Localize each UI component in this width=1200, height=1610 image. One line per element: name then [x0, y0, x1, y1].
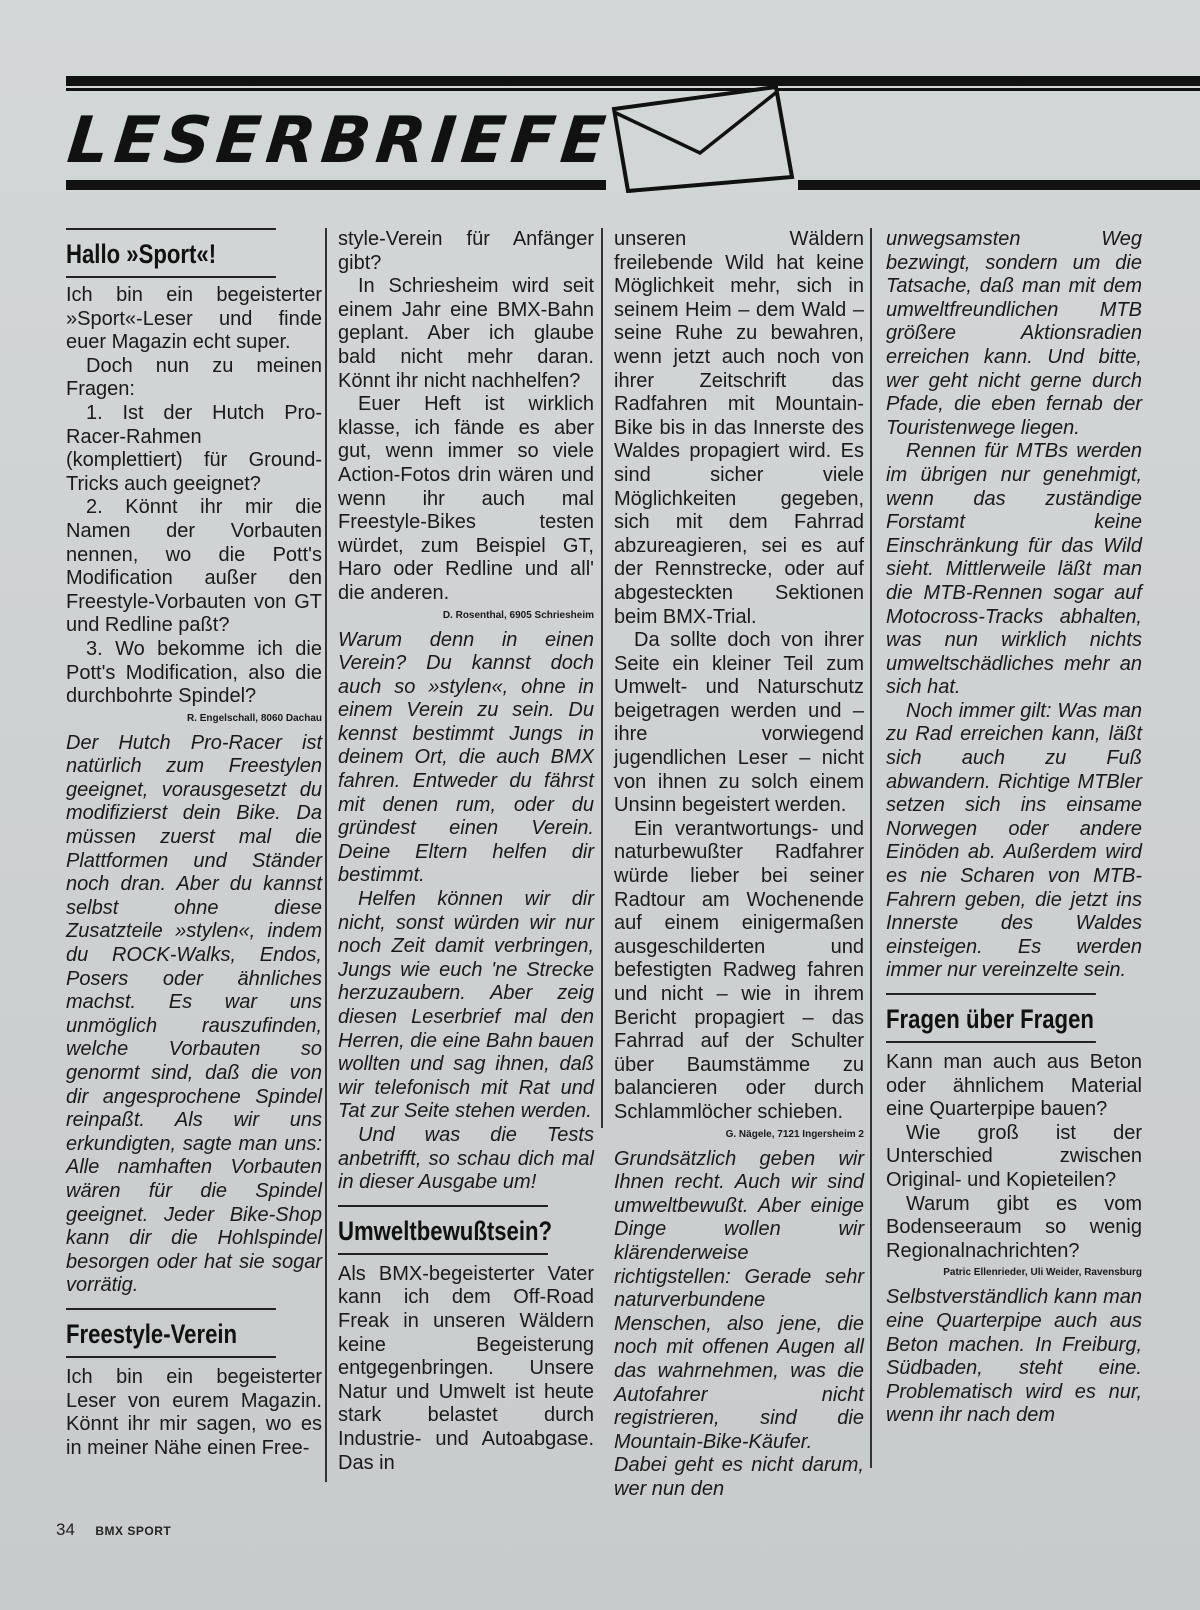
column-divider-3 [870, 228, 872, 1468]
letter-paragraph: Warum gibt es vom Bodenseeraum so wenig Regionalnachrichten? [886, 1192, 1142, 1262]
editor-reply: Selbstverständlich kann man eine Quarterpipe auch aus Beton machen. In Freiburg, Südbaden, steht eine. Problematisch wird es nur, wenn ihr nach dem [886, 1286, 1142, 1427]
editor-reply: Noch immer gilt: Was man zu Rad erreichen kann, läßt sich auch zu Fuß abwandern. Richtige MTBler setzen sich ins einsame Norwegen oder andere Einöden ab. Außerdem wird es nie Scharen von MTB-Fahrern geben, die jetzt ins Innerste des Waldes einsteigen. Es werden immer nur vereinzelte sein. [886, 699, 1142, 982]
column-divider-2 [601, 228, 603, 1128]
editor-reply: Der Hutch Pro-Racer ist natürlich zum Freestylen geeignet, vorausgesetzt du modifizierst dein Bike. Da müssen zuerst mal die Plattformen und Ständer noch dran. Aber du kannst selbst ohne diese Zusatzteile »stylen«, indem du ROCK-Walks, Endos, Posers oder ähnliches machst. Es war uns unmöglich rauszufinden, welche Vorbauten so genormt sind, daß die von dir angesprochene Spindel reinpaßt. Als wir uns erkundigten, sagte man uns: Alle namhaften Vorbauten wären für die Spindel geeignet. Jeder Bike-Shop kann dir die Hohlspindel besorgen oder hat sie sogar vorrätig. [66, 731, 322, 1297]
editor-reply: Helfen können wir dir nicht, sonst würden wir nur noch Zeit damit verbringen, Jungs wie euch 'ne Strecke herzuzaubern. Aber zeig diesen Leserbrief mal den Herren, die eine Bahn bauen wollten und sag ihnen, daß wir telefonisch mit Rat und Tat zur Seite stehen werden. [338, 888, 594, 1123]
column-3 [614, 228, 864, 1501]
letter-signature: D. Rosenthal, 6905 Schriesheim [442, 609, 594, 621]
publication-name: BMX SPORT [95, 1524, 172, 1538]
letter-paragraph: 3. Wo bekomme ich die Pott's Modification, also die durchbohrte Spindel? [66, 637, 322, 708]
letter-paragraph: style-Verein für Anfänger gibt? [338, 228, 594, 274]
column-1 [66, 228, 322, 1460]
letter-signature: R. Engelschall, 8060 Dachau [186, 712, 322, 724]
letter-paragraph: Ich bin ein begeisterter Leser von eurem Magazin. Könnt ihr mir sagen, wo es in meiner Nähe einen Free- [66, 1365, 322, 1459]
letter-paragraph: Doch nun zu meinen Fragen: [66, 354, 322, 401]
letter-heading: Freestyle-Verein [66, 1308, 276, 1358]
header-rule-bottom-right [798, 180, 1200, 190]
envelope-icon [610, 85, 795, 193]
letter-paragraph: 2. Könnt ihr mir die Namen der Vorbauten nennen, wo die Pott's Modification außer den Freestyle-Vorbauten von GT und Redline paßt? [66, 496, 322, 637]
editor-reply: Warum denn in einen Verein? Du kannst doch auch so »stylen«, ohne in einem Verein zu sein. Du kennst bestimmt Jungs in deinem Ort, die auch BMX fahren. Entweder du fährst mit denen rum, oder du gründest einen Verein. Deine Eltern helfen dir bestimmt. [338, 628, 594, 887]
letter-paragraph: Als BMX-begeisterter Vater kann ich dem Off-Road Freak in unseren Wäldern keine Begeisterung entgegenbringen. Unsere Natur und Umwelt ist heute stark belastet durch Industrie- und Autoabgase. Das in [338, 1262, 594, 1474]
editor-reply: Grundsätzlich geben wir Ihnen recht. Auch wir sind umweltbewußt. Aber einige Dinge wollen wir klärenderweise richtigstellen: Gerade sehr naturverbundene Menschen, also jene, die noch mit offenen Augen all das wahrnehmen, was die Autofahrer nicht registrieren, sind die Mountain-Bike-Käufer. Dabei geht es nicht darum, wer nun den [614, 1147, 864, 1500]
letter-paragraph: Ich bin ein begeisterter »Sport«-Leser und finde euer Magazin echt super. [66, 284, 322, 354]
letter-heading: Fragen über Fragen [886, 993, 1096, 1043]
letter-heading: Hallo »Sport«! [66, 228, 276, 278]
editor-reply: unwegsamsten Weg bezwingt, sondern um die Tatsache, daß man mit dem umweltfreundlichen MTB größere Aktionsradien erreichen kann. Und bitte, wer geht nicht gerne durch Pfade, die eben fernab der Touristenwege liegen. [886, 228, 1142, 439]
page-number: 34 [56, 1520, 75, 1539]
page-title: LESERBRIEFE [64, 104, 615, 178]
letter-heading: Umweltbewußtsein? [338, 1205, 548, 1255]
letter-signature: Patric Ellenrieder, Uli Weider, Ravensburg [943, 1267, 1142, 1279]
letter-paragraph: Euer Heft ist wirklich klasse, ich fände es aber gut, wenn immer so viele Action-Fotos drin wären und wenn ihr auch mal Freestyle-Bikes testen würdet, zum Beispiel GT, Haro oder Redline und all' die anderen. [338, 393, 594, 604]
letter-paragraph: Ein verantwortungs- und naturbewußter Radfahrer würde lieber bei seiner Radtour am Wochenende auf einem einigermaßen ausgeschilderten und befestigten Radweg fahren und nicht – wie in ihrem Bericht propagiert – das Fahrrad auf der Schulter über Baumstämme zu balancieren oder durch Schlammlöcher schieben. [614, 817, 864, 1123]
page-footer [56, 1520, 171, 1540]
editor-reply: Rennen für MTBs werden im übrigen nur genehmigt, wenn das zuständige Forstamt keine Einschränkung für das Wild sieht. Mittlerweile läßt man die MTB-Rennen sogar auf Motocross-Tracks abhalten, was nun wirklich nichts umweltschädliches mehr an sich hat. [886, 440, 1142, 699]
column-divider-1 [325, 228, 327, 1482]
letter-paragraph: unseren Wäldern freilebende Wild hat keine Möglichkeit mehr, sich in seinem Heim – dem Wald – seine Ruhe zu bewahren, wenn jetzt auch noch von ihrer Zeitschrift das Radfahren mit Mountain-Bike bis in das Innerste des Waldes propagiert wird. Es sind sicher viele Möglichkeiten gegeben, sich mit dem Fahrrad abzureagieren, sei es auf der Rennstrecke, oder auf abgesteckten Sektionen beim BMX-Trial. [614, 228, 864, 628]
letter-paragraph: Kann man auch aus Beton oder ähnlichem Material eine Quarterpipe bauen? [886, 1051, 1142, 1121]
letter-paragraph: Da sollte doch von ihrer Seite ein kleiner Teil zum Umwelt- und Naturschutz beigetragen werden und – ihre vorwiegend jugendlichen Leser – nicht von ihnen zu solch einem Unsinn begeistert werden. [614, 629, 864, 817]
letter-paragraph: In Schriesheim wird seit einem Jahr eine BMX-Bahn geplant. Aber ich glaube bald nicht mehr daran. Könnt ihr nicht nachhelfen? [338, 275, 594, 392]
column-2 [338, 228, 594, 1475]
letter-paragraph: Wie groß ist der Unterschied zwischen Original- und Kopieteilen? [886, 1121, 1142, 1191]
header-rule-bottom-left [66, 180, 606, 190]
column-4 [886, 228, 1142, 1428]
editor-reply: Und was die Tests anbetrifft, so schau dich mal in dieser Ausgabe um! [338, 1123, 594, 1194]
letter-signature: G. Nägele, 7121 Ingersheim 2 [725, 1128, 864, 1140]
letter-paragraph: 1. Ist der Hutch Pro-Racer-Rahmen (komplettiert) für Ground-Tricks auch geeignet? [66, 401, 322, 495]
